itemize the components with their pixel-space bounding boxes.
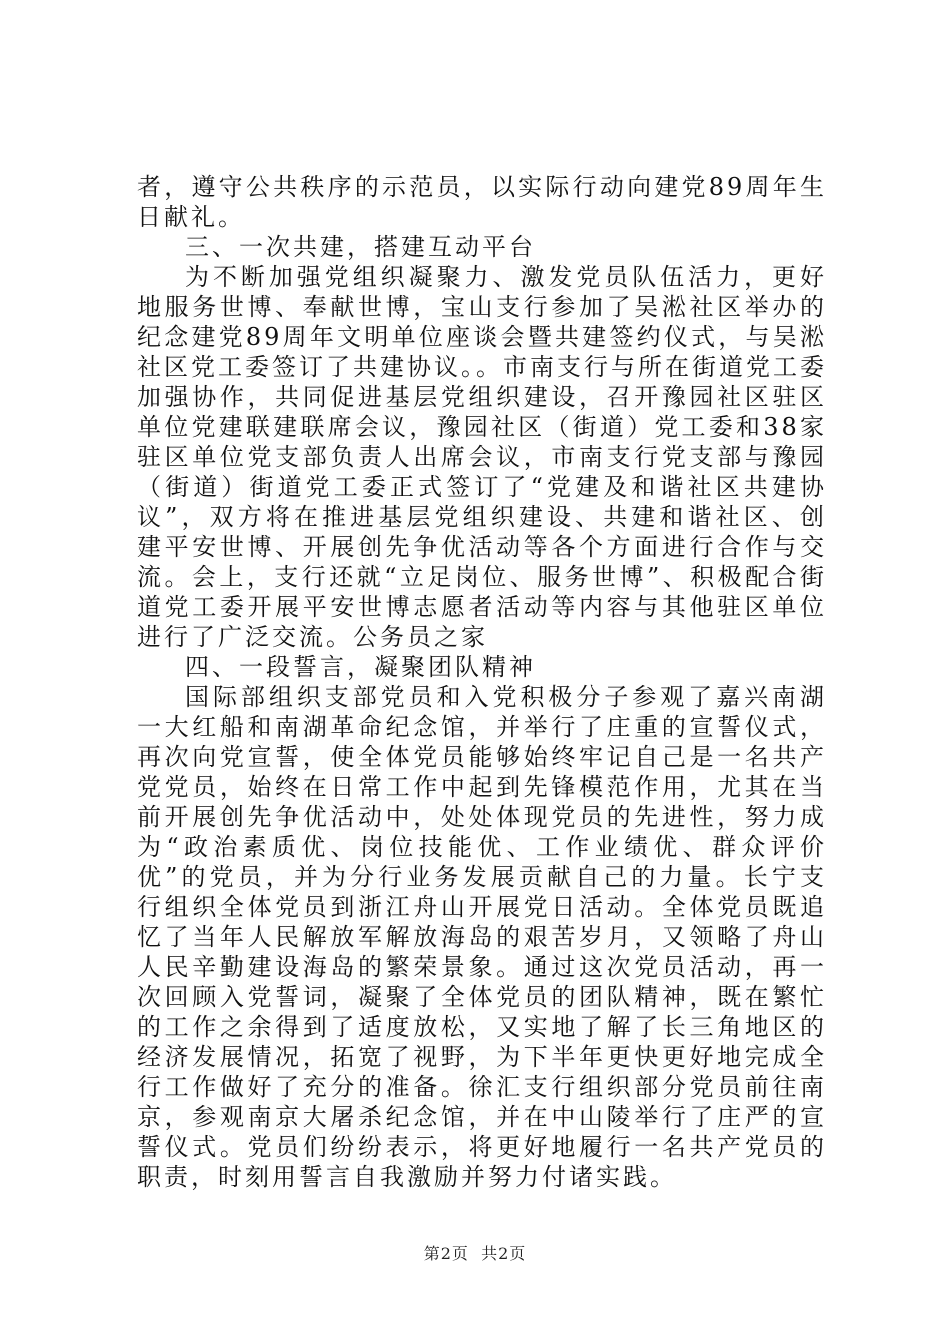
paragraph-continuation: 者，遵守公共秩序的示范员，以实际行动向建党89周年生日献礼。: [137, 173, 827, 231]
paragraph-co-construction: 为不断加强党组织凝聚力、激发党员队伍活力，更好地服务世博、奉献世博，宝山支行参加了吴淞社区举办的纪念建党89周年文明单位座谈会暨共建签约仪式，与吴淞社区党工委签订了共建协议。。市南支行与所在街道党工委加强协作，共同促进基层党组织建设，召开豫园社区驻区单位党建联建联席会议，豫园社区（街道）党工委和38家驻区单位党支部负责人出席会议，市南支行党支部与豫园（街道）街道党工委正式签订了“党建及和谐社区共建协议”，双方将在推进基层党组织建设、共建和谐社区、创建平安世博、开展创先争优活动等各个方面进行合作与交流。会上，支行还就“立足岗位、服务世博”、积极配合街道党工委开展平安世博志愿者活动等内容与其他驻区单位进行了广泛交流。公务员之家: [137, 263, 827, 651]
section-heading-4: 四、一段誓言，凝聚团队精神: [185, 653, 536, 681]
document-body: [137, 172, 827, 1192]
section-heading-3: 三、一次共建，搭建互动平台: [185, 233, 536, 261]
page-footer: [0, 1244, 950, 1264]
paragraph-oath: 国际部组织支部党员和入党积极分子参观了嘉兴南湖一大红船和南湖革命纪念馆，并举行了庄重的宣誓仪式，再次向党宣誓，使全体党员能够始终牢记自己是一名共产党党员，始终在日常工作中起到先锋模范作用，尤其在当前开展创先争优活动中，处处体现党员的先进性，努力成为“政治素质优、岗位技能优、工作业绩优、群众评价优”的党员，并为分行业务发展贡献自己的力量。长宁支行组织全体党员到浙江舟山开展党日活动。全体党员既追忆了当年人民解放军解放海岛的艰苦岁月，又领略了舟山人民辛勤建设海岛的繁荣景象。通过这次党员活动，再一次回顾入党誓词，凝聚了全体党员的团队精神，既在繁忙的工作之余得到了适度放松，又实地了解了长三角地区的经济发展情况，拓宽了视野，为下半年更快更好地完成全行工作做好了充分的准备。徐汇支行组织部分党员前往南京，参观南京大屠杀纪念馆，并在中山陵举行了庄严的宣誓仪式。党员们纷纷表示，将更好地履行一名共产党员的职责，时刻用誓言自我激励并努力付诸实践。: [137, 683, 827, 1191]
page-number: 第2页 共2页: [423, 1244, 527, 1263]
